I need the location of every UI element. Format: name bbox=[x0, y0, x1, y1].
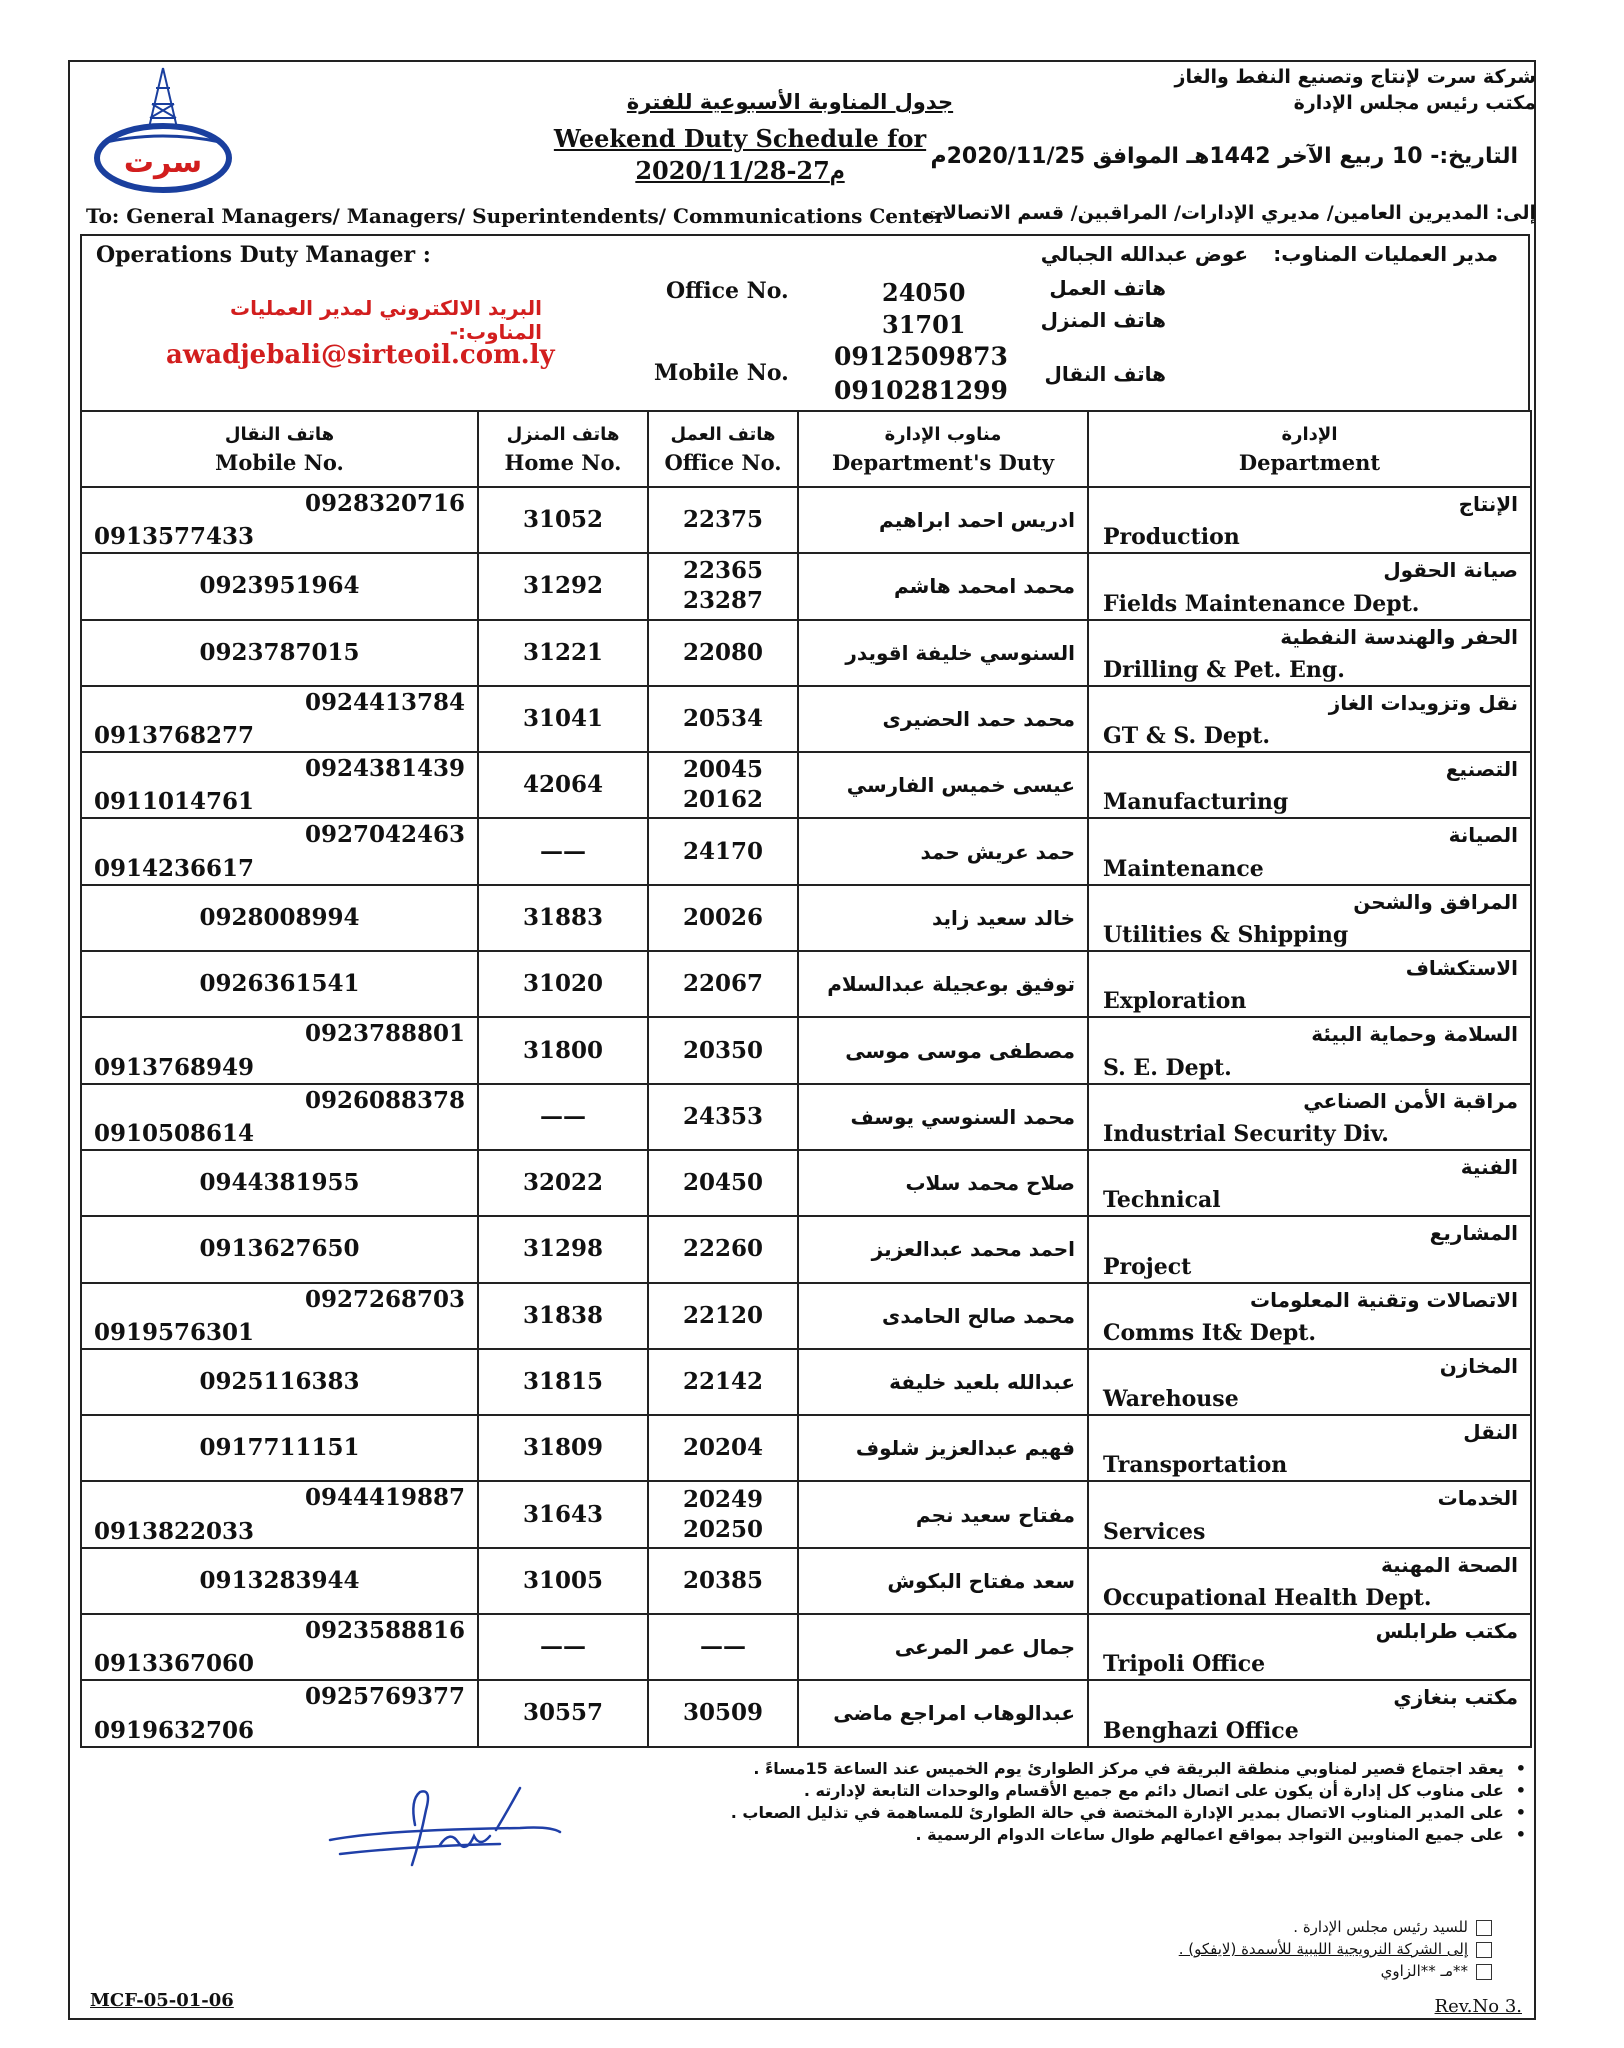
office-name: مكتب رئيس مجلس الإدارة bbox=[1293, 92, 1536, 114]
duty-person: عبدالوهاب امراجع ماضى bbox=[833, 1701, 1075, 1726]
company-name: شركة سرت لإنتاج وتصنيع النفط والغاز bbox=[1174, 66, 1536, 88]
cell-duty bbox=[798, 686, 1088, 752]
home-number: —— bbox=[540, 1102, 586, 1130]
duty-person: جمال عمر المرعى bbox=[894, 1635, 1075, 1660]
cell-mobile bbox=[81, 620, 478, 686]
cell-office bbox=[648, 1415, 798, 1481]
cell-department bbox=[1088, 1084, 1531, 1150]
cell-home bbox=[478, 1084, 648, 1150]
office-number-2: 20250 bbox=[682, 1515, 764, 1543]
cell-duty bbox=[798, 553, 1088, 619]
home-number: 31815 bbox=[522, 1368, 604, 1395]
office-number-2: 20162 bbox=[682, 786, 764, 814]
mobile-number-1: 0913627650 bbox=[199, 1235, 360, 1263]
table-row bbox=[81, 686, 1531, 752]
table-row bbox=[81, 1548, 1531, 1614]
cell-duty bbox=[798, 818, 1088, 884]
cell-mobile bbox=[81, 686, 478, 752]
cell-home bbox=[478, 686, 648, 752]
cell-duty bbox=[798, 1349, 1088, 1415]
home-number: —— bbox=[540, 837, 586, 865]
office-number-1: 20204 bbox=[682, 1434, 764, 1462]
table-row bbox=[81, 885, 1531, 951]
cc-list bbox=[892, 1916, 1492, 1982]
office-number-1: 20450 bbox=[682, 1169, 764, 1197]
cell-duty bbox=[798, 1548, 1088, 1614]
office-number-1: 24353 bbox=[682, 1102, 764, 1130]
table-row bbox=[81, 752, 1531, 818]
cell-duty bbox=[798, 620, 1088, 686]
duty-person: عبدالله بلعيد خليفة bbox=[889, 1370, 1075, 1394]
cell-department bbox=[1088, 1614, 1531, 1680]
department-name-en: GT & S. Dept. bbox=[1103, 723, 1271, 750]
note-item: • على المدير المناوب الاتصال بمدير الإدارة المختصة في حالة الطوارئ للمساهمة في تذليل الصعاب . bbox=[486, 1802, 1526, 1824]
cell-mobile bbox=[81, 1415, 478, 1481]
department-name-en: Services bbox=[1103, 1518, 1206, 1545]
mobile-label: Mobile No. bbox=[654, 360, 789, 386]
home-number: 31838 bbox=[522, 1301, 604, 1329]
home-number: 32022 bbox=[522, 1169, 604, 1197]
header-department: الإدارة Department bbox=[1088, 411, 1531, 487]
cc-item: **مـ **الزاوي bbox=[892, 1960, 1492, 1982]
mobile-number-1: 0944419887 bbox=[304, 1484, 465, 1512]
title-period: 2020/11/28-27م bbox=[635, 156, 845, 185]
mobile-number-2: 0919576301 bbox=[94, 1318, 255, 1346]
department-name-ar: الصحة المهنية bbox=[1380, 1552, 1518, 1577]
title-arabic: جدول المناوبة الأسبوعية للفترة bbox=[626, 90, 954, 114]
cell-department bbox=[1088, 1283, 1531, 1349]
department-name-en: Maintenance bbox=[1103, 855, 1264, 882]
revision-number: Rev.No 3. bbox=[1434, 1996, 1522, 2017]
form-code: MCF-05-01-06 bbox=[90, 1990, 234, 2011]
cell-home bbox=[478, 620, 648, 686]
department-name-ar: المرافق والشحن bbox=[1353, 889, 1518, 914]
header-mobile: هاتف النقال Mobile No. bbox=[81, 411, 478, 487]
office-number-1: 24170 bbox=[682, 837, 764, 865]
mobile-number-1: 0924413784 bbox=[304, 688, 465, 716]
cell-home bbox=[478, 1680, 648, 1746]
company-logo bbox=[88, 64, 238, 194]
home-number: 31041 bbox=[522, 705, 604, 733]
cell-mobile bbox=[81, 1614, 478, 1680]
cell-mobile bbox=[81, 1548, 478, 1614]
department-name-ar: صيانة الحقول bbox=[1383, 558, 1518, 583]
cell-duty bbox=[798, 1614, 1088, 1680]
cell-office bbox=[648, 951, 798, 1017]
department-name-en: Technical bbox=[1103, 1187, 1221, 1214]
header-duty: مناوب الإدارة Department's Duty bbox=[798, 411, 1088, 487]
cell-duty bbox=[798, 1415, 1088, 1481]
cell-mobile bbox=[81, 951, 478, 1017]
cell-office bbox=[648, 885, 798, 951]
cell-mobile bbox=[81, 1150, 478, 1216]
cell-department bbox=[1088, 1481, 1531, 1547]
office-number-1: —— bbox=[700, 1633, 746, 1661]
home-number: 31883 bbox=[522, 903, 604, 931]
cell-department bbox=[1088, 1349, 1531, 1415]
cell-duty bbox=[798, 1216, 1088, 1282]
cell-duty bbox=[798, 1017, 1088, 1083]
home-number: 42064 bbox=[522, 771, 604, 799]
mobile-number-1: 0917711151 bbox=[199, 1434, 360, 1462]
cell-department bbox=[1088, 752, 1531, 818]
duty-person: فهيم عبدالعزيز شلوف bbox=[855, 1436, 1075, 1461]
cell-mobile bbox=[81, 885, 478, 951]
department-name-ar: الاستكشاف bbox=[1405, 956, 1518, 981]
cell-department bbox=[1088, 686, 1531, 752]
mobile-number-1: 0928008994 bbox=[199, 903, 360, 931]
cell-office bbox=[648, 620, 798, 686]
cell-office bbox=[648, 1481, 798, 1547]
cell-office bbox=[648, 686, 798, 752]
cc-item: إلى الشركة النرويجية الليبية للأسمدة (لايفكو) . bbox=[892, 1938, 1492, 1960]
home-number: 30557 bbox=[522, 1699, 604, 1727]
cell-home bbox=[478, 885, 648, 951]
cell-department bbox=[1088, 1216, 1531, 1282]
table-row bbox=[81, 1680, 1531, 1746]
computer-icon bbox=[1476, 1964, 1492, 1980]
department-name-en: Tripoli Office bbox=[1103, 1651, 1266, 1678]
mobile-number-2: 0913577433 bbox=[94, 523, 255, 551]
department-name-ar: نقل وتزويدات الغاز bbox=[1328, 690, 1518, 715]
cell-mobile bbox=[81, 1481, 478, 1547]
mobile-number-2: 0910508614 bbox=[94, 1119, 255, 1147]
duty-manager-label-ar: مدير العمليات المناوب: bbox=[1273, 242, 1498, 266]
department-name-ar: الحفر والهندسة النفطية bbox=[1280, 624, 1518, 649]
department-name-en: Benghazi Office bbox=[1103, 1717, 1299, 1744]
table-row bbox=[81, 1084, 1531, 1150]
cell-home bbox=[478, 1614, 648, 1680]
cell-home bbox=[478, 951, 648, 1017]
cell-department bbox=[1088, 951, 1531, 1017]
mobile-number-1: 0923788801 bbox=[304, 1020, 465, 1048]
mobile-number-2: 0913822033 bbox=[94, 1517, 255, 1545]
duty-person: خالد سعيد زايد bbox=[931, 905, 1075, 930]
duty-manager-mobile-1: 0912509873 bbox=[834, 342, 1008, 371]
table-row bbox=[81, 818, 1531, 884]
department-name-en: Occupational Health Dept. bbox=[1103, 1585, 1432, 1612]
table-row bbox=[81, 1283, 1531, 1349]
cell-office bbox=[648, 1614, 798, 1680]
cell-duty bbox=[798, 487, 1088, 553]
duty-manager-office: 24050 bbox=[882, 278, 966, 307]
department-name-ar: النقل bbox=[1463, 1420, 1518, 1445]
cell-department bbox=[1088, 818, 1531, 884]
cell-office bbox=[648, 487, 798, 553]
department-name-ar: الاتصالات وتقنية المعلومات bbox=[1250, 1287, 1518, 1312]
document-icon bbox=[1476, 1920, 1492, 1936]
duty-manager-name: عوض عبدالله الجبالي bbox=[1040, 242, 1248, 266]
mobile-number-2: 0919632706 bbox=[94, 1716, 255, 1744]
department-name-ar: السلامة وحماية البيئة bbox=[1311, 1022, 1518, 1047]
mobile-number-2: 0913367060 bbox=[94, 1650, 255, 1678]
duty-person: حمد عريش حمد bbox=[920, 839, 1075, 864]
home-number: 31292 bbox=[522, 572, 604, 600]
cell-mobile bbox=[81, 1084, 478, 1150]
mobile-number-1: 0925769377 bbox=[304, 1683, 465, 1711]
table-row bbox=[81, 620, 1531, 686]
note-item: • على مناوب كل إدارة أن يكون على اتصال دائم مع جميع الأقسام والوحدات التابعة لإدارته . bbox=[486, 1780, 1526, 1802]
cell-department bbox=[1088, 620, 1531, 686]
cell-duty bbox=[798, 951, 1088, 1017]
office-number-2: 23287 bbox=[682, 587, 764, 615]
home-label-ar: هاتف المنزل bbox=[1040, 308, 1166, 332]
office-number-1: 22080 bbox=[682, 638, 764, 666]
duty-manager-email[interactable]: awadjebali@sirteoil.com.ly bbox=[166, 340, 555, 370]
department-name-en: S. E. Dept. bbox=[1103, 1054, 1232, 1081]
department-name-ar: مكتب طرابلس bbox=[1375, 1619, 1518, 1644]
mobile-number-1: 0927268703 bbox=[304, 1285, 465, 1313]
department-name-en: Production bbox=[1103, 524, 1240, 551]
mobile-label-ar: هاتف النقال bbox=[1044, 362, 1166, 386]
cell-duty bbox=[798, 885, 1088, 951]
cell-office bbox=[648, 1084, 798, 1150]
department-name-en: Exploration bbox=[1103, 988, 1247, 1015]
cell-mobile bbox=[81, 818, 478, 884]
mobile-number-1: 0923787015 bbox=[199, 638, 360, 666]
department-name-ar: الصيانة bbox=[1448, 823, 1518, 848]
duty-person: صلاح محمد سلاب bbox=[905, 1171, 1075, 1196]
department-name-en: Comms It& Dept. bbox=[1103, 1319, 1317, 1346]
duty-person: احمد محمد عبدالعزيز bbox=[871, 1237, 1075, 1262]
cell-mobile bbox=[81, 1349, 478, 1415]
date-line: التاريخ:- 10 ربيع الآخر 1442هـ الموافق 2020/11/25م bbox=[930, 144, 1518, 169]
table-row bbox=[81, 1216, 1531, 1282]
home-number: 31800 bbox=[522, 1036, 604, 1064]
home-number: 31643 bbox=[522, 1500, 604, 1528]
office-number-1: 20350 bbox=[682, 1036, 764, 1064]
header-home: هاتف المنزل Home No. bbox=[478, 411, 648, 487]
office-number-1: 20026 bbox=[682, 903, 764, 931]
table-row bbox=[81, 1481, 1531, 1547]
duty-table bbox=[80, 410, 1532, 1748]
notes-list bbox=[486, 1758, 1526, 1846]
mobile-number-1: 0928320716 bbox=[304, 490, 465, 517]
cell-department bbox=[1088, 487, 1531, 553]
duty-person: محمد السنوسي يوسف bbox=[850, 1104, 1075, 1129]
office-number-1: 20249 bbox=[682, 1485, 764, 1513]
cell-office bbox=[648, 1216, 798, 1282]
cell-office bbox=[648, 553, 798, 619]
cell-home bbox=[478, 1349, 648, 1415]
office-number-1: 22120 bbox=[682, 1301, 764, 1329]
department-name-en: Utilities & Shipping bbox=[1103, 922, 1349, 949]
home-number: 31221 bbox=[522, 638, 604, 666]
note-item: • على جميع المناوبين التواجد بمواقع اعمالهم طوال ساعات الدوام الرسمية . bbox=[486, 1824, 1526, 1846]
home-number: —— bbox=[540, 1633, 586, 1661]
mobile-number-1: 0927042463 bbox=[304, 821, 465, 849]
cell-duty bbox=[798, 1283, 1088, 1349]
cell-home bbox=[478, 1216, 648, 1282]
company-block bbox=[1175, 64, 1536, 116]
recipients-english: To: General Managers/ Managers/ Superintendents/ Communications Center bbox=[86, 204, 946, 228]
duty-person: محمد امحمد هاشم bbox=[893, 574, 1075, 599]
table-row bbox=[81, 1150, 1531, 1216]
department-name-en: Industrial Security Div. bbox=[1103, 1120, 1389, 1147]
cell-mobile bbox=[81, 752, 478, 818]
cell-duty bbox=[798, 1084, 1088, 1150]
table-row bbox=[81, 951, 1531, 1017]
home-number: 31052 bbox=[522, 506, 604, 534]
document-icon bbox=[1476, 1942, 1492, 1958]
table-row bbox=[81, 553, 1531, 619]
duty-person: محمد حمد الحضيرى bbox=[882, 707, 1075, 732]
cell-mobile bbox=[81, 1017, 478, 1083]
cc-item: للسيد رئيس مجلس الإدارة . bbox=[892, 1916, 1492, 1938]
office-number-1: 22375 bbox=[682, 506, 764, 534]
office-number-1: 22260 bbox=[682, 1235, 764, 1263]
cell-home bbox=[478, 1415, 648, 1481]
duty-manager-mobile-2: 0910281299 bbox=[834, 376, 1008, 405]
cell-department bbox=[1088, 1680, 1531, 1746]
signature bbox=[320, 1770, 570, 1880]
table-row bbox=[81, 1614, 1531, 1680]
mobile-number-1: 0926361541 bbox=[199, 970, 360, 998]
cell-department bbox=[1088, 885, 1531, 951]
duty-person: محمد صالح الحامدى bbox=[882, 1303, 1075, 1328]
department-name-en: Drilling & Pet. Eng. bbox=[1103, 656, 1345, 683]
cell-home bbox=[478, 1150, 648, 1216]
home-number: 31020 bbox=[522, 970, 604, 998]
mobile-number-2: 0913768277 bbox=[94, 722, 255, 750]
mobile-number-1: 0923951964 bbox=[199, 572, 360, 600]
cell-office bbox=[648, 818, 798, 884]
office-number-1: 22365 bbox=[682, 557, 764, 585]
duty-person: السنوسي خليفة اقويدر bbox=[845, 640, 1075, 665]
office-number-1: 30509 bbox=[682, 1699, 764, 1727]
cell-mobile bbox=[81, 1680, 478, 1746]
office-number-1: 20045 bbox=[682, 756, 764, 784]
cell-home bbox=[478, 1283, 648, 1349]
cell-department bbox=[1088, 1150, 1531, 1216]
cell-home bbox=[478, 1481, 648, 1547]
department-name-ar: المخازن bbox=[1439, 1353, 1518, 1378]
home-number: 31298 bbox=[522, 1235, 604, 1263]
cell-home bbox=[478, 1017, 648, 1083]
department-name-ar: الفنية bbox=[1460, 1154, 1518, 1179]
office-label-ar: هاتف العمل bbox=[1049, 276, 1166, 300]
department-name-en: Manufacturing bbox=[1103, 789, 1289, 816]
cell-home bbox=[478, 487, 648, 553]
recipients-arabic: إلى: المديرين العامين/ مديري الإدارات/ المراقبين/ قسم الاتصالات bbox=[923, 202, 1536, 224]
table-row bbox=[81, 1349, 1531, 1415]
mobile-number-1: 0913283944 bbox=[199, 1566, 360, 1594]
duty-manager-home: 31701 bbox=[882, 310, 966, 339]
cell-duty bbox=[798, 1481, 1088, 1547]
mobile-number-1: 0924381439 bbox=[304, 755, 465, 783]
header-office: هاتف العمل Office No. bbox=[648, 411, 798, 487]
cell-office bbox=[648, 1680, 798, 1746]
cell-duty bbox=[798, 1680, 1088, 1746]
cell-duty bbox=[798, 1150, 1088, 1216]
cell-department bbox=[1088, 1415, 1531, 1481]
office-number-1: 20534 bbox=[682, 705, 764, 733]
mobile-number-2: 0913768949 bbox=[94, 1053, 255, 1081]
duty-person: مصطفى موسى موسى bbox=[845, 1038, 1075, 1063]
cell-department bbox=[1088, 553, 1531, 619]
mobile-number-1: 0944381955 bbox=[199, 1169, 360, 1197]
department-name-ar: الخدمات bbox=[1437, 1486, 1518, 1511]
cell-home bbox=[478, 818, 648, 884]
cell-home bbox=[478, 553, 648, 619]
logo-text: سرت bbox=[123, 145, 203, 180]
cell-mobile bbox=[81, 487, 478, 553]
email-label: البريد الالكتروني لمدير العمليات المناوب:- bbox=[229, 296, 542, 344]
duty-manager-box bbox=[80, 234, 1530, 412]
duty-person: سعد مفتاح البكوش bbox=[887, 1568, 1075, 1593]
department-name-en: Transportation bbox=[1103, 1452, 1288, 1479]
office-label: Office No. bbox=[666, 278, 789, 304]
cell-office bbox=[648, 1283, 798, 1349]
cell-office bbox=[648, 1349, 798, 1415]
table-header-row bbox=[81, 411, 1531, 487]
department-name-ar: مكتب بنغازي bbox=[1393, 1685, 1518, 1710]
cell-office bbox=[648, 1017, 798, 1083]
department-name-ar: التصنيع bbox=[1445, 757, 1518, 782]
mobile-number-2: 0914236617 bbox=[94, 854, 255, 882]
office-number-1: 22067 bbox=[682, 970, 764, 998]
cell-mobile bbox=[81, 1283, 478, 1349]
cell-office bbox=[648, 752, 798, 818]
home-number: 31809 bbox=[522, 1434, 604, 1462]
duty-person: مفتاح سعيد نجم bbox=[915, 1502, 1075, 1527]
department-name-en: Project bbox=[1103, 1253, 1192, 1280]
cell-office bbox=[648, 1548, 798, 1614]
note-item: • يعقد اجتماع قصير لمناوبي منطقة البريقة في مركز الطوارئ يوم الخميس عند الساعة 15مساءً . bbox=[486, 1758, 1526, 1780]
cell-mobile bbox=[81, 1216, 478, 1282]
duty-person: توفيق بوعجيلة عبدالسلام bbox=[827, 972, 1075, 997]
home-number: 31005 bbox=[522, 1566, 604, 1594]
department-name-en: Warehouse bbox=[1103, 1386, 1239, 1413]
cell-department bbox=[1088, 1548, 1531, 1614]
cell-office bbox=[648, 1150, 798, 1216]
title-english: Weekend Duty Schedule for bbox=[553, 124, 927, 153]
mobile-number-2: 0911014761 bbox=[94, 788, 255, 816]
office-number-1: 20385 bbox=[682, 1566, 764, 1594]
department-name-en: Fields Maintenance Dept. bbox=[1103, 590, 1420, 617]
mobile-number-1: 0923588816 bbox=[304, 1617, 465, 1645]
mobile-number-1: 0926088378 bbox=[304, 1086, 465, 1114]
department-name-ar: المشاريع bbox=[1429, 1221, 1518, 1246]
cell-duty bbox=[798, 752, 1088, 818]
duty-person: ادريس احمد ابراهيم bbox=[879, 508, 1075, 533]
duty-manager-label-en: Operations Duty Manager : bbox=[96, 242, 431, 268]
table-row bbox=[81, 487, 1531, 553]
cell-home bbox=[478, 752, 648, 818]
cell-department bbox=[1088, 1017, 1531, 1083]
department-name-ar: الإنتاج bbox=[1458, 492, 1518, 516]
table-row bbox=[81, 1415, 1531, 1481]
cell-home bbox=[478, 1548, 648, 1614]
mobile-number-1: 0925116383 bbox=[199, 1368, 360, 1395]
office-number-1: 22142 bbox=[682, 1368, 764, 1395]
table-row bbox=[81, 1017, 1531, 1083]
duty-person: عيسى خميس الفارسي bbox=[846, 773, 1075, 798]
department-name-ar: مراقبة الأمن الصناعي bbox=[1303, 1088, 1518, 1113]
cell-mobile bbox=[81, 553, 478, 619]
